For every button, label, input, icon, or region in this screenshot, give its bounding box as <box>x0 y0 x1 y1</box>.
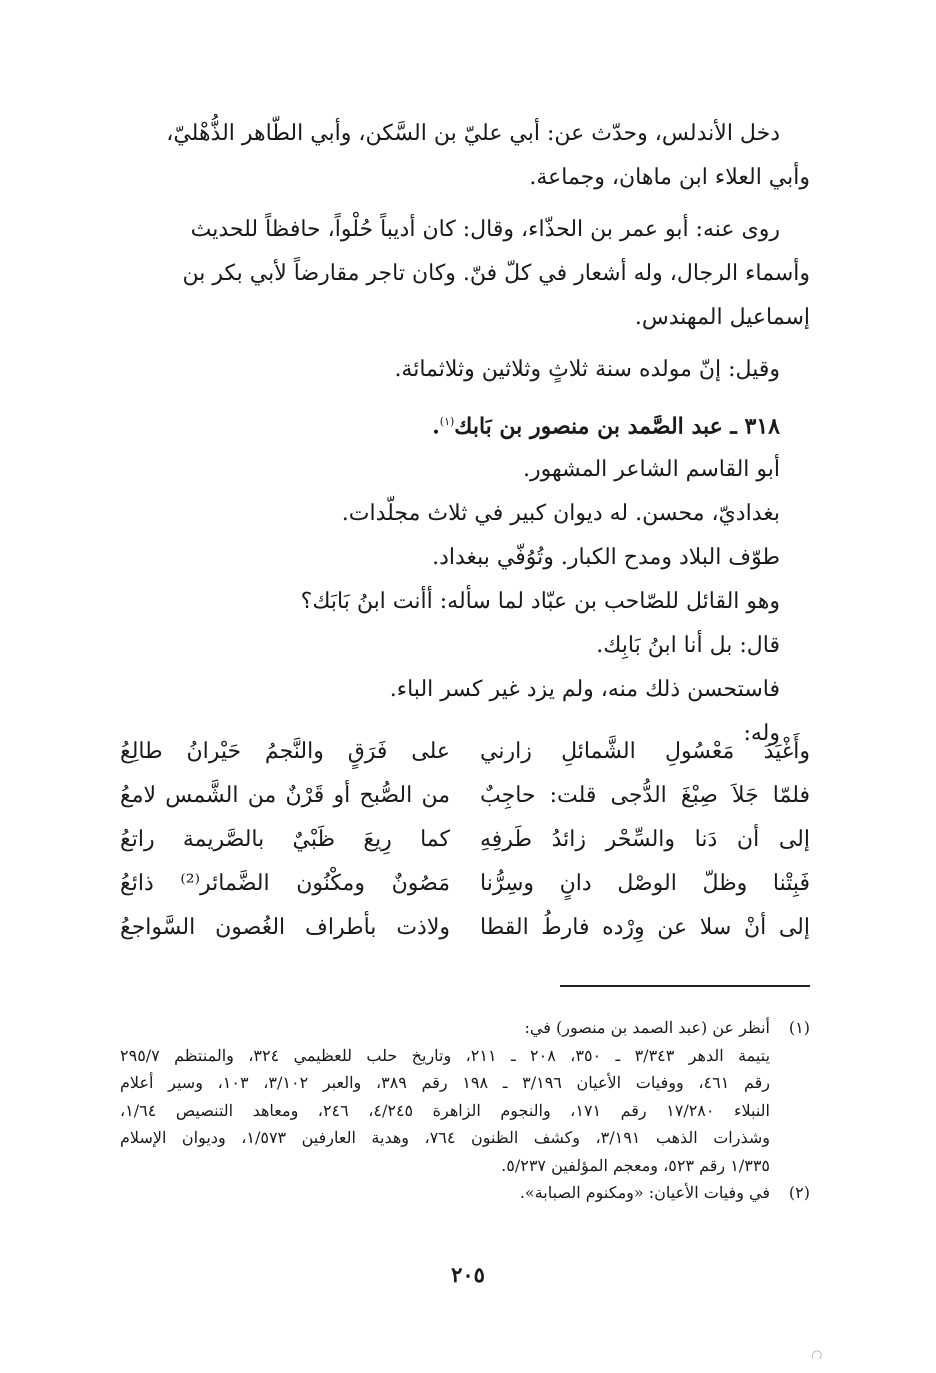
entry-line: وهو القائل للصّاحب بن عبّاد لما سأله: أأنت ابنُ بَابَك؟ <box>300 589 780 615</box>
footnotes <box>120 1014 810 1207</box>
entry-title-end: . <box>432 413 440 440</box>
poem-verse <box>120 730 810 774</box>
page-corner-mark <box>810 1348 824 1362</box>
footnote-body <box>120 1014 770 1179</box>
footnote-body <box>120 1179 770 1207</box>
poem-verse <box>120 774 810 818</box>
main-text <box>120 112 810 756</box>
verse-second-hemistich: ولاذت بأطراف الغُصون السَّواجعُ <box>120 915 450 940</box>
entry-line: أبو القاسم الشاعر المشهور. <box>523 457 780 483</box>
biography-entry <box>120 400 810 756</box>
verse-first-hemistich: وأَغْيَدَ مَعْسُولِ الشَّمائلِ زارني <box>480 739 810 764</box>
text-line: إسماعيل المهندس. <box>634 305 810 330</box>
verse-first-hemistich: فَبِتْنا وظلّ الوصْل دانٍ وسِرُّنا <box>480 871 810 896</box>
text-line: دخل الأندلس، وحدّث عن: أبي عليّ بن السَّكن، وأبي الطّاهر الذُّهْليّ، <box>166 121 780 146</box>
footnote-number: (٢) <box>788 1183 810 1202</box>
footnote-2 <box>120 1179 810 1207</box>
page-number: ٢٠٥ <box>451 1262 485 1287</box>
text-line: وأبي العلاء ابن ماهان، وجماعة. <box>529 165 810 190</box>
entry-line: وله: <box>743 721 780 747</box>
footnote-line: رقم ٤٦١، ووفيات الأعيان ٣/١٩٦ ـ ١٩٨ رقم ٣٨٩، والعبر ٣/١٠٢، ١٠٣، وسير أعلام <box>120 1073 770 1092</box>
text-line: وأسماء الرجال، وله أشعار في كلّ فنّ. وكان تاجر مقارضاً لأبي بكر بن <box>182 261 810 286</box>
footnote-line: وشذرات الذهب ٣/١٩١، وكشف الظنون ٧٦٤، وهدية العارفين ١/٥٧٣، وديوان الإسلام <box>120 1128 771 1147</box>
footnote-line: النبلاء ١٧/٢٨٠ رقم ١٧١، والنجوم الزاهرة ٤/٢٤٥، ٢٤٦، ومعاهد التنصيص ١/٦٤، <box>120 1100 771 1120</box>
verse-second-hemistich: من الصُّبح أو قَرْنٌ من الشَّمس لامعُ <box>120 783 450 808</box>
verse-second-hemistich: على فَرَقٍ والنَّجمُ حَيْرانُ طالِعُ <box>120 739 450 764</box>
footnote-line: أنظر عن (عبد الصمد بن منصور) في: <box>524 1018 770 1037</box>
entry-line: فاستحسن ذلك منه، ولم يزد غير كسر الباء. <box>389 677 780 703</box>
poem <box>120 730 810 950</box>
footnote-line: ١/٣٣٥ رقم ٥٢٣، ومعجم المؤلفين ٥/٢٣٧. <box>501 1155 770 1175</box>
footnote-line: يتيمة الدهر ٣/٣٤٣ ـ ٣٥٠، ٢٠٨ ـ ٢١١، وتاريخ حلب للعظيمي ٣٢٤، والمنتظم ٢٩٥/٧ <box>120 1045 771 1065</box>
poem-verse <box>120 906 810 950</box>
entry-title <box>120 400 810 448</box>
entry-line: طوّف البلاد ومدح الكبار. وتُوُفّي ببغداد. <box>432 545 780 571</box>
footnote-number: (١) <box>788 1018 810 1037</box>
verse-second-hemistich: مَصُونٌ ومكْنُون الضَّمائر⁽²⁾ ذائعُ <box>120 871 450 896</box>
verse-first-hemistich: إلى أن دَنا والسِّحْر زائدُ طَرفِهِ <box>480 827 810 852</box>
paragraph-3 <box>120 348 810 392</box>
poem-verse <box>120 862 810 906</box>
footnote-line: في وفيات الأعيان: «ومكنوم الصبابة». <box>519 1183 770 1202</box>
footnote-marker: (١) <box>439 415 455 428</box>
verse-first-hemistich: إلى أنْ سلا عن وِرْده فارطُ القطا <box>480 915 810 940</box>
poem-verse <box>120 818 810 862</box>
verse-second-hemistich: كما رِيعَ ظَبْيٌ بالصَّريمة راتعُ <box>120 827 450 852</box>
footnote-separator <box>560 985 810 987</box>
text-line: روى عنه: أبو عمر بن الحذّاء، وقال: كان أديباً حُلْواً، حافظاً للحديث <box>190 217 780 242</box>
footnote-1 <box>120 1014 810 1179</box>
entry-line: قال: بل أنا ابنُ بَابِك. <box>596 633 780 659</box>
entry-title-text: ٣١٨ ـ عبد الصَّمد بن منصور بن بَابك <box>454 413 780 440</box>
paragraph-1 <box>120 112 810 200</box>
text-line: وقيل: إنّ مولده سنة ثلاثٍ وثلاثين وثلاثمائة. <box>394 357 780 382</box>
verse-first-hemistich: فلمّا جَلاَ صِبْغَ الدُّجى قلت: حاجِبٌ <box>480 783 810 808</box>
paragraph-2 <box>120 208 810 340</box>
entry-line: بغداديّ، محسن. له ديوان كبير في ثلاث مجلّدات. <box>341 501 780 527</box>
